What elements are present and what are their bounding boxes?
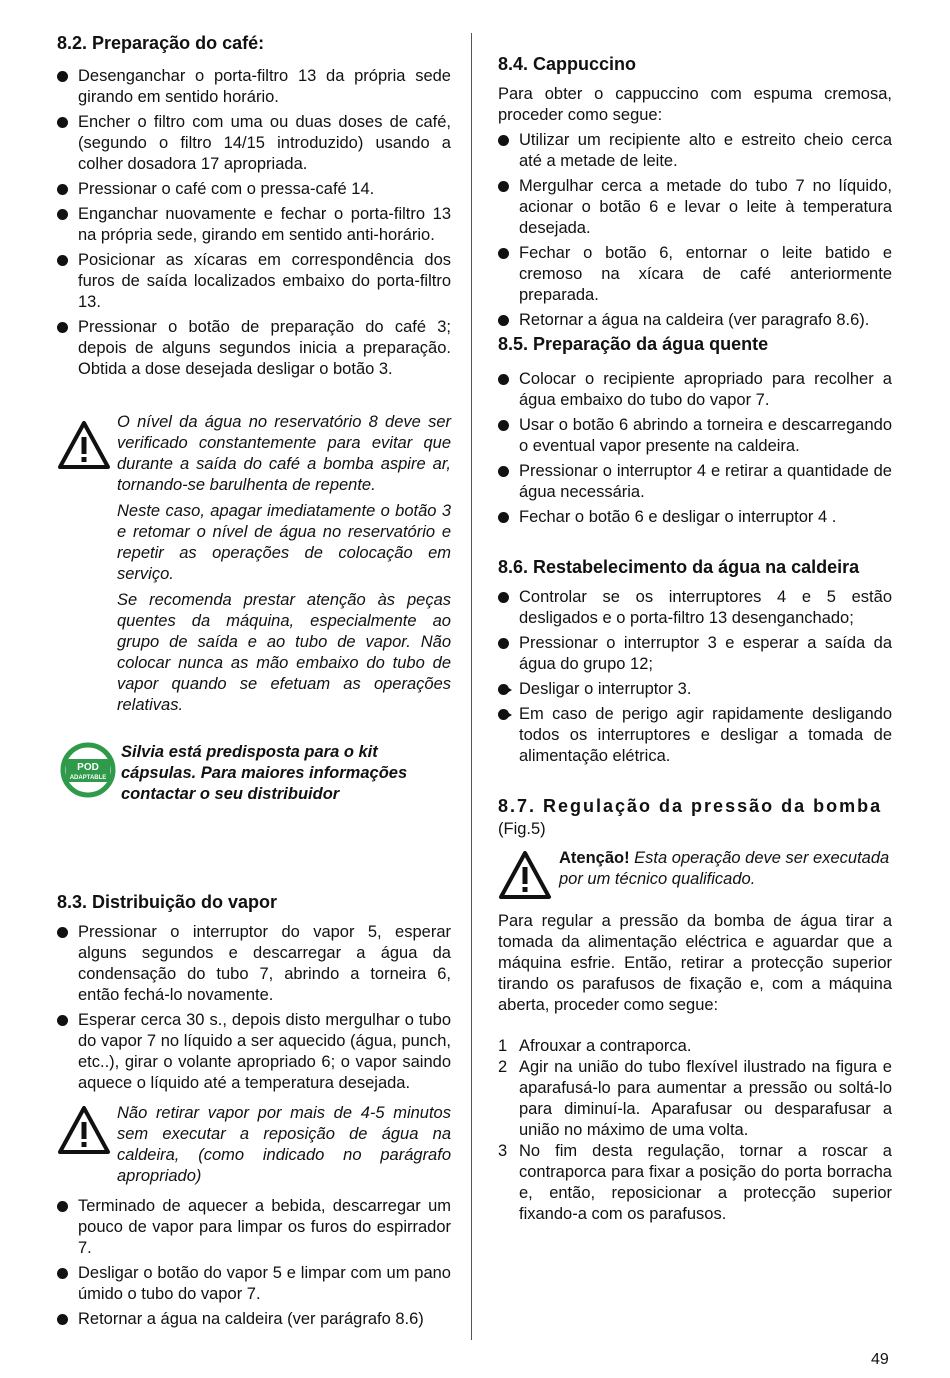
list-item: Encher o filtro com uma ou duas doses de café, (segundo o filtro 14/15 introduzido) usando a colher dosadora 17 apropriada. [57,112,451,175]
list-item: Usar o botão 6 abrindo a torneira e descarregando o eventual vapor presente na caldeira. [498,415,892,457]
warning-triangle-icon [498,850,552,900]
section-8-3-title: 8.3. Distribuição do vapor [57,892,278,912]
step-item: 2 Agir na união do tubo flexível ilustrado na figura e aparafusá-lo para aumentar a pressão ou soltá-lo para diminuí-la. Aparafusar ou desparafusar a união no máximo de uma volta. [498,1058,892,1139]
bullet-icon [498,638,509,649]
warning-paragraph: Neste caso, apagar imediatamente o botão 3 e retomar o nível de água no reservatório e repetir as operações de colocação em serviço. [117,502,451,583]
warning-text [117,412,451,721]
warning-paragraph: O nível da água no reservatório 8 deve ser verificado constantemente para evitar que durante a saída do café a bomba aspire ar, tornando-se barulhenta de repente. [117,413,451,494]
bullet-icon [498,181,509,192]
step-item: 3 No fim desta regulação, tornar a roscar a contraporca para fixar a posição do porta borracha e, então, reposicionar a protecção superior fixando-a com os parafusos. [498,1142,892,1223]
bullet-icon [57,1314,68,1325]
list-item: Pressionar o interruptor 4 e retirar a quantidade de água necessária. [498,461,892,503]
list-item: Desligar o botão do vapor 5 e limpar com um pano úmido o tubo do vapor 7. [57,1263,451,1305]
list-item: Enganchar nuovamente e fechar o porta-filtro 13 na própria sede, girando em sentido anti-horário. [57,204,451,246]
warning-triangle-icon [57,420,111,470]
bullet-icon [498,420,509,431]
section-8-3-list [57,922,451,1098]
warning-triangle-icon [57,1105,111,1155]
list-item: Terminado de aquecer a bebida, descarregar um pouco de vapor para limpar os furos do espirrador 7. [57,1196,451,1259]
section-8-4-list [498,130,892,335]
bullet-icon [498,374,509,385]
warning-text: Atenção! Esta operação deve ser executada por um técnico qualificado. [559,849,890,888]
list-item: Fechar o botão 6, entornar o leite batido e cremoso na xícara de café anteriormente preparada. [498,243,892,306]
bullet-icon [498,135,509,146]
bullet-icon [57,255,68,266]
bullet-icon [498,466,509,477]
list-item: Controlar se os interruptores 4 e 5 estão desligados e o porta-filtro 13 desenganchado; [498,587,892,629]
column-divider [471,33,472,1340]
pod-adaptable-logo [60,742,116,798]
warning-text [117,1103,451,1192]
bullet-arrow-icon [498,709,509,720]
list-item: Em caso de perigo agir rapidamente desligando todos os interruptores e desligar a tomada de alimentação elétrica. [498,704,892,767]
bullet-icon [57,1015,68,1026]
bullet-icon [57,1268,68,1279]
section-8-5-list [498,369,892,532]
bullet-icon [498,315,509,326]
bullet-icon [498,248,509,259]
list-item: Retornar a água na caldeira (ver paragrafo 8.6). [498,310,892,331]
list-item: Desenganchar o porta-filtro 13 da própria sede girando em sentido horário. [57,66,451,108]
section-8-3-list-2 [57,1196,451,1334]
list-item: Pressionar o botão de preparação do café 3; depois de alguns segundos inicia a preparação. Obtida a dose desejada desligar o botão 3. [57,317,451,380]
list-item: Pressionar o interruptor do vapor 5, esperar alguns segundos e descarregar a água da condensação do tubo 7, abrindo a torneira 6, então fechá-lo novamente. [57,922,451,1006]
list-item: Pressionar o café com o pressa-café 14. [57,179,451,200]
list-item: Colocar o recipiente apropriado para recolher a água embaixo do tubo do vapor 7. [498,369,892,411]
section-8-6-list [498,587,892,771]
list-item: Desligar o interruptor 3. [498,679,892,700]
section-8-7-intro: Para regular a pressão da bomba de água tirar a tomada da alimentação eléctrica e aguardar que a máquina esfrie. Então, retirar a protecção superior tirando os parafusos de fixação e, com a máquina aberta, proceder como segue: [498,912,892,1014]
list-item: Utilizar um recipiente alto e estreito cheio cerca até a metade de leite. [498,130,892,172]
bullet-icon [57,322,68,333]
bullet-icon [57,117,68,128]
bullet-icon [57,1201,68,1212]
section-8-6-title: 8.6. Restabelecimento da água na caldeira [498,557,860,577]
step-item: 1 Afrouxar a contraporca. [498,1037,692,1055]
svg-text:POD: POD [77,762,99,773]
bullet-icon [498,592,509,603]
list-item: Retornar a água na caldeira (ver parágrafo 8.6) [57,1309,451,1330]
bullet-arrow-icon [498,684,509,695]
list-item: Pressionar o interruptor 3 e esperar a saída da água do grupo 12; [498,633,892,675]
bullet-icon [498,512,509,523]
section-8-7-title: 8.7. Regulação da pressão da bomba (Fig.5) [498,796,883,838]
section-8-4-title: 8.4. Cappuccino [498,54,637,74]
svg-text:ADAPTABLE: ADAPTABLE [69,775,107,781]
warning-paragraph: Não retirar vapor por mais de 4-5 minutos sem executar a reposição de água na caldeira, (como indicado no parágrafo apropriado) [117,1104,451,1185]
list-item: Fechar o botão 6 e desligar o interruptor 4 . [498,507,892,528]
warning-paragraph: Se recomenda prestar atenção às peças quentes da máquina, especialmente ao grupo de saída e ao tubo de vapor. Não colocar nunca as mão embaixo do tubo de vapor quando se efetuam as operações relativas. [117,591,451,714]
list-item: Mergulhar cerca a metade do tubo 7 no líquido, acionar o botão 6 e levar o leite à temperatura desejada. [498,176,892,239]
list-item: Esperar cerca 30 s., depois disto mergulhar o tubo do vapor 7 no líquido a ser aquecido (água, punch, etc..), girar o volante apropriado 6; o vapor saindo aquece o líquido até a temperatura desejada. [57,1010,451,1094]
bullet-icon [57,209,68,220]
section-8-2-title: 8.2. Preparação do café: [57,33,265,53]
bullet-icon [57,184,68,195]
bullet-icon [57,927,68,938]
section-8-5-title: 8.5. Preparação da água quente [498,334,769,354]
pod-notice-text: Silvia está predisposta para o kit cápsulas. Para maiores informações contactar o seu distribuidor [121,743,408,803]
list-item: Posicionar as xícaras em correspondência dos furos de saída localizados embaixo do porta-filtro 13. [57,250,451,313]
section-8-4-intro: Para obter o cappuccino com espuma cremosa, proceder como segue: [498,85,892,124]
section-8-7-steps [498,1036,892,1225]
page-number: 49 [871,1351,889,1368]
section-8-2-list [57,66,451,384]
bullet-icon [57,71,68,82]
